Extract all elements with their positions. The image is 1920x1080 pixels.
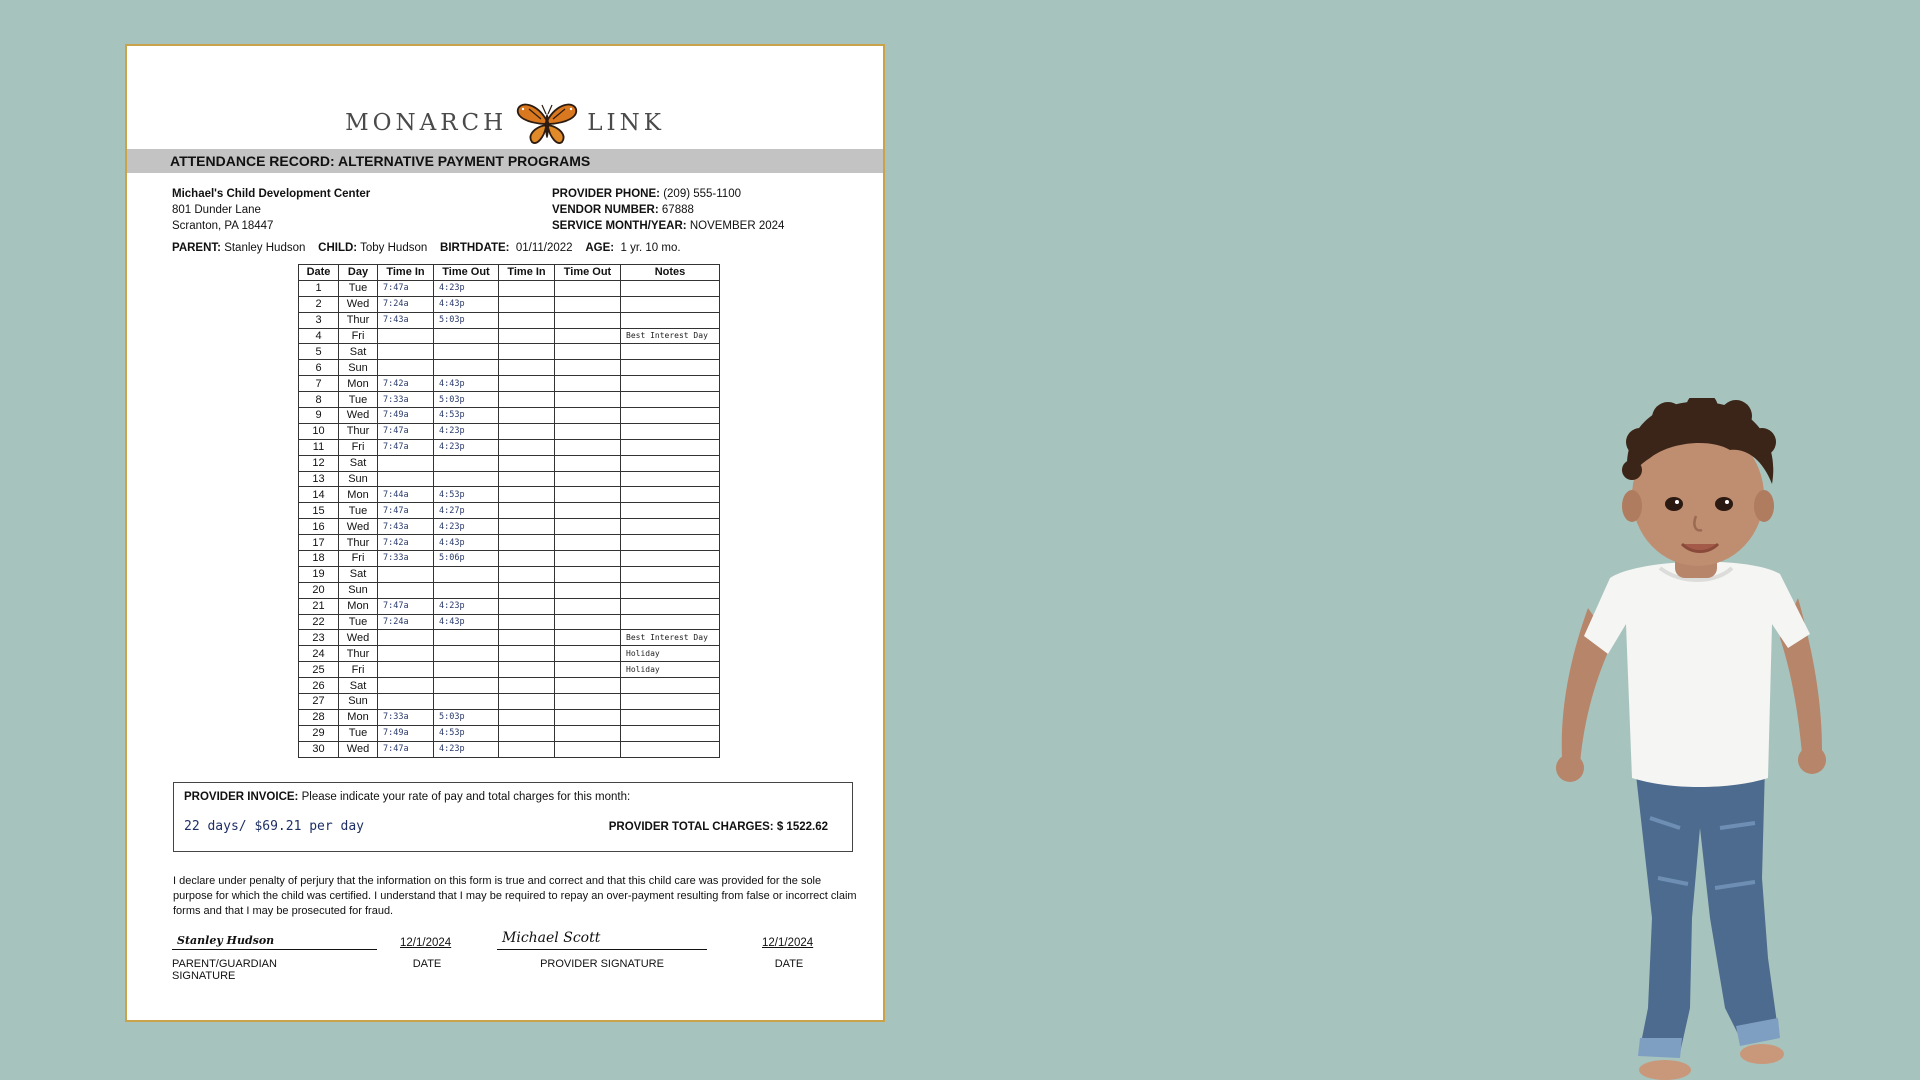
table-row <box>299 439 720 455</box>
cell-time-in-2 <box>499 566 555 582</box>
invoice-label: PROVIDER INVOICE: <box>184 791 299 803</box>
table-row <box>299 423 720 439</box>
vendor-number: 67888 <box>661 204 694 216</box>
table-row <box>299 280 720 296</box>
cell-time-in-2 <box>499 725 555 741</box>
cell-notes <box>621 551 720 567</box>
cell-time-out-2 <box>555 646 621 662</box>
cell-notes <box>621 423 720 439</box>
cell-time-out-2 <box>555 741 621 757</box>
cell-notes <box>621 296 720 312</box>
cell-notes: Holiday <box>621 646 720 662</box>
cell-time-in-1 <box>378 455 434 471</box>
cell-date: 23 <box>299 630 339 646</box>
table-row <box>299 471 720 487</box>
cell-time-in-1: 7:43a <box>378 519 434 535</box>
cell-notes <box>621 582 720 598</box>
invoice-total <box>609 821 828 833</box>
parent-signature-label: PARENT/GUARDIAN SIGNATURE <box>172 958 277 982</box>
cell-time-out-2 <box>555 455 621 471</box>
cell-time-in-1 <box>378 328 434 344</box>
cell-notes <box>621 312 720 328</box>
cell-date: 2 <box>299 296 339 312</box>
cell-time-in-2 <box>499 503 555 519</box>
cell-time-out-2 <box>555 439 621 455</box>
cell-time-out-2 <box>555 360 621 376</box>
cell-time-in-2 <box>499 455 555 471</box>
cell-notes <box>621 535 720 551</box>
provider-signature-line <box>497 949 707 950</box>
cell-time-out-2 <box>555 694 621 710</box>
cell-notes <box>621 741 720 757</box>
cell-time-out-1: 5:03p <box>434 392 499 408</box>
parent-sign-date: 12/1/2024 <box>400 937 452 949</box>
cell-time-out-1 <box>434 566 499 582</box>
cell-time-in-1: 7:47a <box>378 598 434 614</box>
cell-time-out-2 <box>555 344 621 360</box>
cell-date: 20 <box>299 582 339 598</box>
perjury-declaration: I declare under penalty of perjury that the information on this form is true and correct and that this child care was provided for the sole purpose for which the child was certified. I understand that I may be required to repay an over-payment resulting from false or incorrect claim forms and that I may be prosecuted for fraud. <box>173 875 857 917</box>
cell-time-in-1: 7:24a <box>378 296 434 312</box>
family-info-line <box>172 240 681 256</box>
butterfly-icon <box>515 99 579 147</box>
child-label: CHILD: <box>318 242 358 254</box>
birthdate-label: BIRTHDATE: <box>440 242 510 254</box>
cell-day: Wed <box>339 408 378 424</box>
cell-time-in-1: 7:47a <box>378 423 434 439</box>
cell-time-in-2 <box>499 519 555 535</box>
cell-time-in-1 <box>378 471 434 487</box>
parent-name: Stanley Hudson <box>224 242 306 254</box>
cell-time-in-2 <box>499 392 555 408</box>
table-row <box>299 598 720 614</box>
cell-time-in-2 <box>499 630 555 646</box>
service-month: NOVEMBER 2024 <box>689 220 785 232</box>
cell-time-out-2 <box>555 408 621 424</box>
cell-notes <box>621 725 720 741</box>
provider-address-block <box>172 186 370 234</box>
table-row <box>299 312 720 328</box>
table-row <box>299 678 720 694</box>
cell-day: Thur <box>339 535 378 551</box>
cell-notes <box>621 519 720 535</box>
cell-time-out-2 <box>555 328 621 344</box>
cell-time-out-2 <box>555 662 621 678</box>
cell-date: 18 <box>299 551 339 567</box>
provider-signature: Michael Scott <box>502 930 601 946</box>
cell-day: Wed <box>339 519 378 535</box>
cell-date: 15 <box>299 503 339 519</box>
toddler-photo <box>1540 398 1850 1080</box>
cell-time-in-1: 7:33a <box>378 709 434 725</box>
cell-notes <box>621 678 720 694</box>
cell-time-in-1 <box>378 566 434 582</box>
cell-time-in-2 <box>499 614 555 630</box>
cell-time-out-1: 5:03p <box>434 312 499 328</box>
cell-time-in-1: 7:44a <box>378 487 434 503</box>
table-row <box>299 582 720 598</box>
cell-time-in-2 <box>499 487 555 503</box>
cell-date: 25 <box>299 662 339 678</box>
cell-time-out-2 <box>555 392 621 408</box>
cell-date: 9 <box>299 408 339 424</box>
cell-time-in-2 <box>499 328 555 344</box>
cell-notes: Holiday <box>621 662 720 678</box>
table-row <box>299 344 720 360</box>
provider-invoice-box <box>173 782 853 852</box>
cell-date: 22 <box>299 614 339 630</box>
cell-time-in-2 <box>499 296 555 312</box>
cell-day: Mon <box>339 598 378 614</box>
table-row <box>299 535 720 551</box>
cell-time-in-1 <box>378 630 434 646</box>
cell-notes <box>621 566 720 582</box>
provider-address-line1: 801 Dunder Lane <box>172 204 261 216</box>
cell-day: Fri <box>339 328 378 344</box>
cell-time-out-2 <box>555 280 621 296</box>
cell-day: Tue <box>339 280 378 296</box>
header-time-in-2: Time In <box>499 265 555 281</box>
cell-day: Sun <box>339 360 378 376</box>
cell-time-in-1 <box>378 678 434 694</box>
cell-time-in-2 <box>499 423 555 439</box>
provider-signature-label: PROVIDER SIGNATURE <box>540 958 664 970</box>
cell-notes <box>621 455 720 471</box>
cell-time-out-2 <box>555 423 621 439</box>
cell-day: Fri <box>339 662 378 678</box>
table-row <box>299 662 720 678</box>
invoice-prompt-text: Please indicate your rate of pay and total charges for this month: <box>301 791 631 803</box>
cell-date: 16 <box>299 519 339 535</box>
cell-time-out-1 <box>434 630 499 646</box>
cell-time-out-1 <box>434 344 499 360</box>
parent-signature-line <box>172 949 377 950</box>
cell-notes <box>621 487 720 503</box>
cell-date: 17 <box>299 535 339 551</box>
cell-time-out-1: 4:27p <box>434 503 499 519</box>
parent-label: PARENT: <box>172 242 221 254</box>
cell-time-out-2 <box>555 487 621 503</box>
cell-date: 30 <box>299 741 339 757</box>
cell-notes <box>621 503 720 519</box>
cell-date: 1 <box>299 280 339 296</box>
total-charges-label: PROVIDER TOTAL CHARGES: <box>608 821 774 833</box>
cell-date: 14 <box>299 487 339 503</box>
cell-time-out-2 <box>555 519 621 535</box>
cell-time-in-1: 7:49a <box>378 408 434 424</box>
cell-time-in-1: 7:47a <box>378 280 434 296</box>
cell-notes <box>621 709 720 725</box>
cell-day: Sun <box>339 471 378 487</box>
header-notes: Notes <box>621 265 720 281</box>
cell-day: Tue <box>339 503 378 519</box>
cell-time-out-1 <box>434 662 499 678</box>
cell-day: Sat <box>339 678 378 694</box>
table-row <box>299 328 720 344</box>
cell-time-out-2 <box>555 471 621 487</box>
table-row <box>299 630 720 646</box>
provider-address-line2: Scranton, PA 18447 <box>172 220 274 232</box>
cell-day: Thur <box>339 646 378 662</box>
cell-date: 11 <box>299 439 339 455</box>
cell-time-in-1 <box>378 582 434 598</box>
attendance-form <box>125 44 885 1022</box>
cell-time-out-2 <box>555 535 621 551</box>
total-charges-value: $ 1522.62 <box>776 821 828 833</box>
table-row <box>299 408 720 424</box>
cell-time-out-1: 4:53p <box>434 487 499 503</box>
cell-notes: Best Interest Day <box>621 630 720 646</box>
parent-date-label: DATE <box>412 958 442 970</box>
cell-day: Sun <box>339 694 378 710</box>
cell-time-in-2 <box>499 678 555 694</box>
cell-time-out-1: 4:23p <box>434 519 499 535</box>
cell-notes <box>621 344 720 360</box>
cell-time-out-1: 5:03p <box>434 709 499 725</box>
cell-time-in-2 <box>499 582 555 598</box>
invoice-prompt <box>184 791 630 803</box>
cell-day: Mon <box>339 487 378 503</box>
cell-time-out-2 <box>555 630 621 646</box>
form-title: ATTENDANCE RECORD: ALTERNATIVE PAYMENT PROGRAMS <box>170 153 591 169</box>
cell-notes <box>621 614 720 630</box>
header-time-out-1: Time Out <box>434 265 499 281</box>
cell-day: Sat <box>339 455 378 471</box>
table-row <box>299 360 720 376</box>
cell-time-in-1: 7:49a <box>378 725 434 741</box>
cell-notes <box>621 598 720 614</box>
header-time-in-1: Time In <box>378 265 434 281</box>
cell-day: Mon <box>339 376 378 392</box>
cell-time-in-1: 7:24a <box>378 614 434 630</box>
cell-time-in-2 <box>499 344 555 360</box>
cell-date: 7 <box>299 376 339 392</box>
provider-date-label: DATE <box>774 958 804 970</box>
vendor-label: VENDOR NUMBER: <box>552 204 659 216</box>
cell-date: 8 <box>299 392 339 408</box>
cell-time-out-2 <box>555 376 621 392</box>
cell-day: Wed <box>339 741 378 757</box>
cell-date: 5 <box>299 344 339 360</box>
cell-day: Tue <box>339 725 378 741</box>
cell-time-out-1: 4:43p <box>434 614 499 630</box>
provider-sign-date: 12/1/2024 <box>762 937 814 949</box>
cell-time-in-2 <box>499 598 555 614</box>
child-name: Toby Hudson <box>360 242 428 254</box>
cell-day: Fri <box>339 439 378 455</box>
cell-day: Tue <box>339 614 378 630</box>
table-row <box>299 376 720 392</box>
cell-time-out-1: 4:23p <box>434 741 499 757</box>
cell-time-in-1 <box>378 344 434 360</box>
service-label: SERVICE MONTH/YEAR: <box>552 220 687 232</box>
cell-time-out-1: 4:53p <box>434 408 499 424</box>
cell-day: Fri <box>339 551 378 567</box>
cell-time-in-2 <box>499 471 555 487</box>
header-day: Day <box>339 265 378 281</box>
cell-time-in-2 <box>499 535 555 551</box>
table-header-row <box>299 265 720 281</box>
cell-day: Tue <box>339 392 378 408</box>
cell-date: 6 <box>299 360 339 376</box>
cell-time-out-1: 4:23p <box>434 280 499 296</box>
cell-time-in-1: 7:42a <box>378 535 434 551</box>
table-row <box>299 487 720 503</box>
cell-time-in-2 <box>499 709 555 725</box>
attendance-rows <box>299 280 720 757</box>
cell-time-out-1 <box>434 471 499 487</box>
cell-notes <box>621 392 720 408</box>
cell-time-in-1: 7:33a <box>378 551 434 567</box>
cell-time-out-2 <box>555 709 621 725</box>
cell-time-in-1: 7:33a <box>378 392 434 408</box>
cell-day: Sat <box>339 344 378 360</box>
provider-phone: (209) 555-1100 <box>663 188 741 200</box>
cell-time-out-1: 4:53p <box>434 725 499 741</box>
cell-time-in-2 <box>499 646 555 662</box>
cell-time-out-2 <box>555 296 621 312</box>
cell-time-in-2 <box>499 694 555 710</box>
cell-time-out-1 <box>434 582 499 598</box>
logo-left-word: MONARCH <box>345 110 508 136</box>
cell-time-in-1: 7:42a <box>378 376 434 392</box>
cell-time-in-2 <box>499 408 555 424</box>
cell-time-in-1 <box>378 646 434 662</box>
cell-time-in-2 <box>499 741 555 757</box>
cell-notes <box>621 694 720 710</box>
table-row <box>299 694 720 710</box>
cell-date: 21 <box>299 598 339 614</box>
cell-time-out-2 <box>555 551 621 567</box>
birthdate: 01/11/2022 <box>515 242 573 254</box>
cell-day: Thur <box>339 423 378 439</box>
header-time-out-2: Time Out <box>555 265 621 281</box>
cell-time-in-2 <box>499 312 555 328</box>
cell-date: 29 <box>299 725 339 741</box>
cell-date: 12 <box>299 455 339 471</box>
cell-date: 3 <box>299 312 339 328</box>
cell-time-out-2 <box>555 503 621 519</box>
age: 1 yr. 10 mo. <box>620 242 681 254</box>
attendance-table <box>298 264 720 758</box>
cell-time-out-2 <box>555 614 621 630</box>
cell-time-in-2 <box>499 439 555 455</box>
cell-time-in-2 <box>499 360 555 376</box>
table-row <box>299 503 720 519</box>
cell-date: 28 <box>299 709 339 725</box>
cell-time-out-2 <box>555 598 621 614</box>
provider-name: Michael's Child Development Center <box>172 188 371 200</box>
cell-date: 4 <box>299 328 339 344</box>
cell-time-out-1: 4:23p <box>434 598 499 614</box>
table-row <box>299 296 720 312</box>
cell-time-in-1 <box>378 694 434 710</box>
cell-date: 19 <box>299 566 339 582</box>
cell-time-out-1 <box>434 328 499 344</box>
cell-time-out-1: 4:43p <box>434 376 499 392</box>
cell-notes <box>621 376 720 392</box>
table-row <box>299 725 720 741</box>
cell-day: Wed <box>339 630 378 646</box>
cell-time-in-1: 7:47a <box>378 741 434 757</box>
cell-notes <box>621 408 720 424</box>
cell-time-out-1 <box>434 678 499 694</box>
cell-time-out-1: 5:06p <box>434 551 499 567</box>
table-row <box>299 566 720 582</box>
cell-day: Wed <box>339 296 378 312</box>
form-title-bar <box>127 149 883 173</box>
monarch-link-logo <box>127 88 883 158</box>
cell-time-out-2 <box>555 312 621 328</box>
table-row <box>299 741 720 757</box>
invoice-rate: 22 days/ $69.21 per day <box>184 819 365 834</box>
cell-time-out-1 <box>434 646 499 662</box>
cell-time-in-1 <box>378 360 434 376</box>
header-date: Date <box>299 265 339 281</box>
cell-time-in-2 <box>499 662 555 678</box>
age-label: AGE: <box>585 242 615 254</box>
cell-time-out-1: 4:23p <box>434 423 499 439</box>
provider-details-block <box>552 186 784 234</box>
cell-time-out-2 <box>555 582 621 598</box>
cell-time-out-1: 4:43p <box>434 535 499 551</box>
table-row <box>299 709 720 725</box>
cell-time-in-1: 7:47a <box>378 439 434 455</box>
cell-time-in-2 <box>499 376 555 392</box>
cell-time-out-2 <box>555 566 621 582</box>
cell-date: 13 <box>299 471 339 487</box>
cell-date: 26 <box>299 678 339 694</box>
phone-label: PROVIDER PHONE: <box>552 188 660 200</box>
cell-time-in-1: 7:47a <box>378 503 434 519</box>
cell-time-in-2 <box>499 280 555 296</box>
table-row <box>299 455 720 471</box>
cell-time-out-2 <box>555 725 621 741</box>
cell-day: Mon <box>339 709 378 725</box>
logo-right-word: LINK <box>587 110 665 136</box>
cell-time-out-1 <box>434 360 499 376</box>
cell-time-out-1 <box>434 694 499 710</box>
cell-time-in-1 <box>378 662 434 678</box>
cell-notes <box>621 280 720 296</box>
cell-notes: Best Interest Day <box>621 328 720 344</box>
cell-time-out-1 <box>434 455 499 471</box>
cell-notes <box>621 471 720 487</box>
cell-day: Sat <box>339 566 378 582</box>
cell-notes <box>621 360 720 376</box>
cell-notes <box>621 439 720 455</box>
cell-date: 27 <box>299 694 339 710</box>
parent-signature: Stanley Hudson <box>177 934 275 947</box>
cell-time-out-2 <box>555 678 621 694</box>
cell-time-out-1: 4:23p <box>434 439 499 455</box>
cell-time-in-2 <box>499 551 555 567</box>
table-row <box>299 646 720 662</box>
cell-date: 10 <box>299 423 339 439</box>
cell-day: Sun <box>339 582 378 598</box>
cell-date: 24 <box>299 646 339 662</box>
cell-time-in-1: 7:43a <box>378 312 434 328</box>
table-row <box>299 551 720 567</box>
table-row <box>299 392 720 408</box>
cell-day: Thur <box>339 312 378 328</box>
table-row <box>299 519 720 535</box>
table-row <box>299 614 720 630</box>
cell-time-out-1: 4:43p <box>434 296 499 312</box>
